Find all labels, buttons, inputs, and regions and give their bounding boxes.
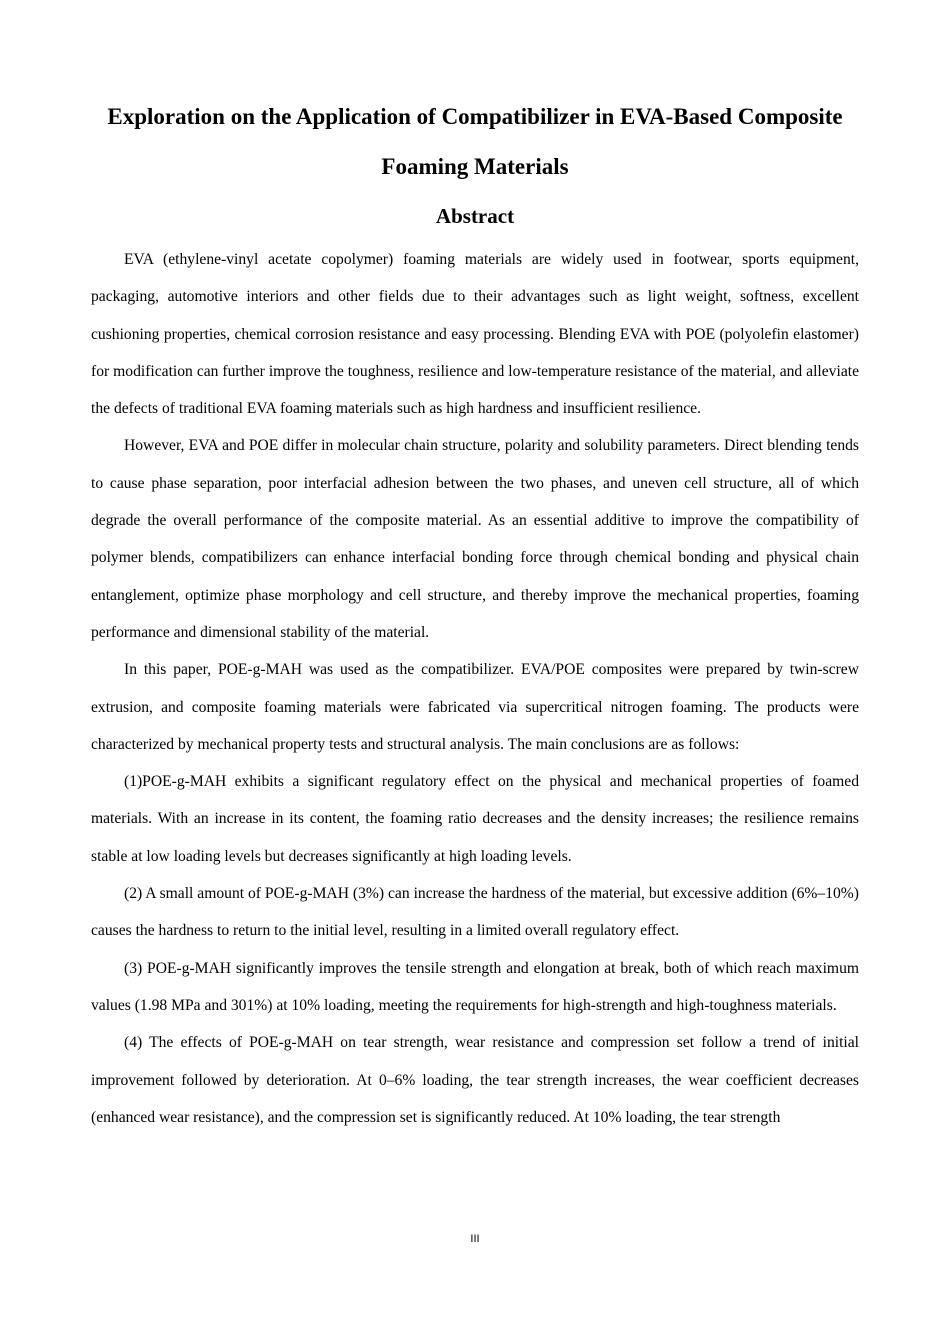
page-number: III <box>470 1233 480 1245</box>
abstract-paragraph-2: However, EVA and POE differ in molecular chain structure, polarity and solubility parameters. Direct blending tends to cause phase separation, poor interfacial adhesion between the two phases, and uneven cell structure, all of which degrade the overall performance of the composite material. As an essential additive to improve the compatibility of polymer blends, compatibilizers can enhance interfacial bonding force through chemical bonding and physical chain entanglement, optimize phase morphology and cell structure, and thereby improve the mechanical properties, foaming performance and dimensional stability of the material. <box>91 437 859 641</box>
conclusion-item-3: (3) POE-g-MAH significantly improves the tensile strength and elongation at break, both of which reach maximum values (1.98 MPa and 301%) at 10% loading, meeting the requirements for high-strength and high-toughness materials. <box>91 959 859 1014</box>
abstract-body <box>91 241 859 1136</box>
abstract-paragraph-3: In this paper, POE-g-MAH was used as the compatibilizer. EVA/POE composites were prepared by twin-screw extrusion, and composite foaming materials were fabricated via supercritical nitrogen foaming. The products were characterized by mechanical property tests and structural analysis. The main conclusions are as follows: <box>91 661 859 753</box>
abstract-heading: Abstract <box>435 204 515 228</box>
conclusion-item-2: (2) A small amount of POE-g-MAH (3%) can increase the hardness of the material, but excessive addition (6%–10%) causes the hardness to return to the initial level, resulting in a limited overall regulatory effect. <box>91 885 859 940</box>
paper-title-line-2: Foaming Materials <box>381 154 569 179</box>
abstract-paragraph-1: EVA (ethylene-vinyl acetate copolymer) foaming materials are widely used in footwear, sports equipment, packaging, automotive interiors and other fields due to their advantages such as light weight, softness, excellent cushioning properties, chemical corrosion resistance and easy processing. Blending EVA with POE (polyolefin elastomer) for modification can further improve the toughness, resilience and low-temperature resistance of the material, and alleviate the defects of traditional EVA foaming materials such as high hardness and insufficient resilience. <box>91 251 859 418</box>
conclusion-item-1: (1)POE-g-MAH exhibits a significant regulatory effect on the physical and mechanical properties of foamed materials. With an increase in its content, the foaming ratio decreases and the density increases; the resilience remains stable at low loading levels but decreases significantly at high loading levels. <box>91 773 859 865</box>
paper-title-line-1: Exploration on the Application of Compatibilizer in EVA-Based Composite <box>107 104 843 129</box>
conclusion-item-4: (4) The effects of POE-g-MAH on tear strength, wear resistance and compression set follow a trend of initial improvement followed by deterioration. At 0–6% loading, the tear strength increases, the wear coefficient decreases (enhanced wear resistance), and the compression set is significantly reduced. At 10% loading, the tear strength <box>91 1034 859 1126</box>
